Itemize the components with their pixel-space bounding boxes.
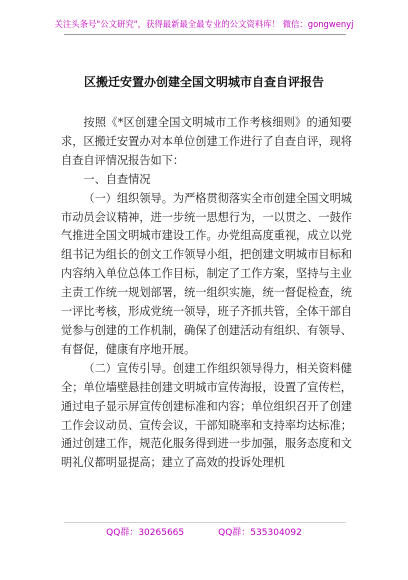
publicity-paragraph: （二）宣传引导。创建工作组织领导得力，相关资料健全；单位墙壁悬挂创建文明城市宣传海报，设置了宣传栏，通过电子显示屏宣传创建标准和内容；单位组织召开了创建工作会议动员、宣传会议，干部知晓率和支持率均达标准；通过创建工作，规范化服务得到进一步加强，服务态度和文明礼仪都明显提高；建立了高效的投诉处理机 xyxy=(61,361,352,470)
header-banner: 关注头条号"公文研究"，获得最新最全最专业的公文资料库！ 微信：gongwenyj xyxy=(54,19,354,29)
footer-contact xyxy=(0,525,408,538)
qq-group-2: QQ群：535304092 xyxy=(218,528,302,538)
section-heading: 一、自查情况 xyxy=(83,172,151,186)
document-body xyxy=(61,114,352,473)
organization-paragraph: （一）组织领导。为严格贯彻落实全市创建全国文明城市动员会议精神，进一步统一思想行为，一以贯之、一鼓作气推进全国文明城市建设工作。办党组高度重视，成立以党组书记为组长的创文工作领导小组，把创建文明城市目标和内容纳入单位总体工作目标，制定了工作方案，坚持与主业主责工作统一规划部署，统一组织实施，统一督促检查，统一评比考核，形成党统一领导，班子齐抓共管，全体干部自觉参与创建的工作机制，确保了创建活动有组织、有领导、有督促，健康有序地开展。 xyxy=(61,191,352,356)
footer-divider xyxy=(64,522,346,523)
intro-paragraph: 按照《*区创建全国文明城市工作考核细则》的通知要求，区搬迁安置办对本单位创建工作进行了自查自评，现将自查自评情况报告如下： xyxy=(61,116,352,167)
qq-group-1: QQ群：30265665 xyxy=(106,528,185,538)
document-title: 区搬迁安置办创建全国文明城市自查自评报告 xyxy=(83,75,324,89)
header-divider xyxy=(64,34,346,35)
